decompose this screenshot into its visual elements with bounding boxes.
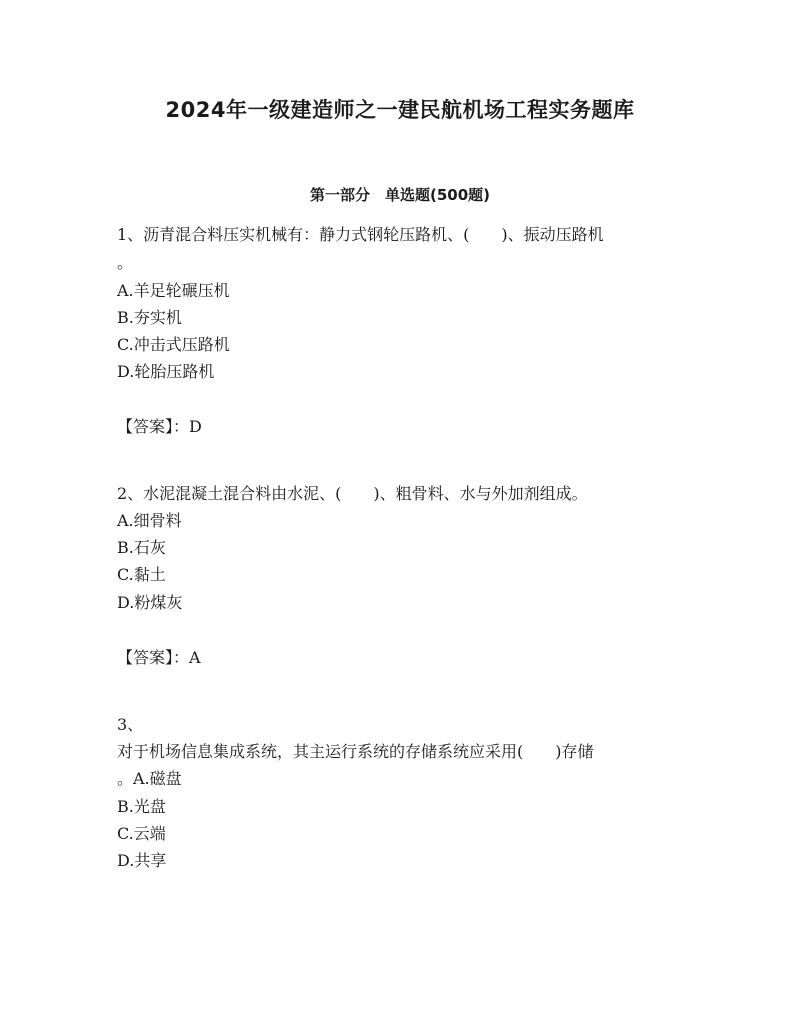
question-1-option-c: C.冲击式压路机 — [117, 335, 230, 354]
question-2-option-c: C.黏土 — [117, 565, 166, 584]
question-1-stem: 1、沥青混合料压实机械有：静力式钢轮压路机、( )、振动压路机 — [117, 225, 604, 244]
document-title: 2024年一级建造师之一建民航机场工程实务题库 — [165, 98, 635, 122]
question-3-stem: 对于机场信息集成系统，其主运行系统的存储系统应采用( )存储 — [117, 742, 594, 761]
question-3-option-d: D.共享 — [117, 851, 167, 870]
question-2-stem: 2、水泥混凝土混合料由水泥、( )、粗骨料、水与外加剂组成。 — [117, 484, 588, 503]
question-3-stem-continued-option-a: 。A.磁盘 — [117, 769, 182, 788]
question-1-stem-continued: 。 — [117, 253, 134, 272]
question-2-option-a: A.细骨料 — [117, 511, 182, 530]
section-title: 第一部分 单选题(500题) — [309, 186, 491, 204]
question-1-option-a: A.羊足轮碾压机 — [117, 281, 230, 300]
question-3-option-b: B.光盘 — [117, 797, 166, 816]
question-1-answer: 【答案】：D — [117, 417, 202, 436]
question-3-option-c: C.云端 — [117, 824, 166, 843]
question-2-option-d: D.粉煤灰 — [117, 593, 183, 612]
question-3-number: 3、 — [117, 715, 144, 734]
question-2-answer: 【答案】：A — [117, 648, 201, 667]
question-1-option-b: B.夯实机 — [117, 308, 182, 327]
question-1-option-d: D.轮胎压路机 — [117, 362, 215, 381]
question-2-option-b: B.石灰 — [117, 538, 166, 557]
